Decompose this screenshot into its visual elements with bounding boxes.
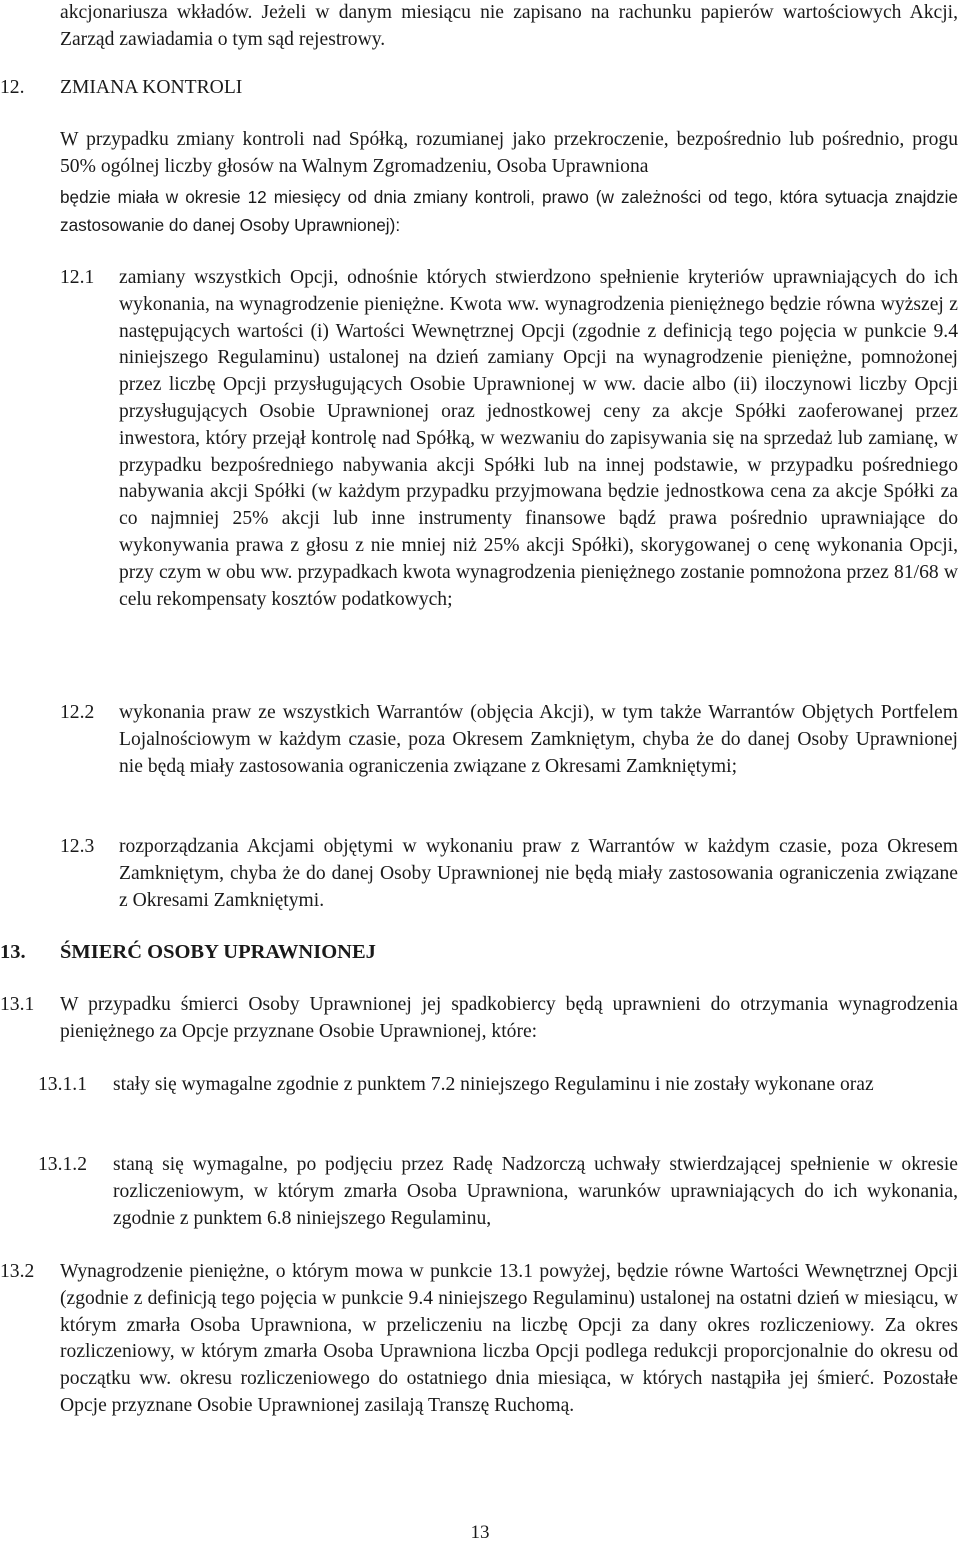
section-12-intro-part1: W przypadku zmiany kontroli nad Spółką, rozumianej jako przekroczenie, bezpośrednio lub pośrednio, progu 50% ogólnej liczby głosów na Walnym Zgromadzeniu, Osoba Uprawniona (60, 129, 958, 177)
page-number: 13 (470, 1522, 490, 1543)
section-12-number: 12. (0, 77, 25, 98)
item-12-2-text: wykonania praw ze wszystkich Warrantów (objęcia Akcji), w tym także Warrantów Objętych Portfelem Lojalnościowym w każdym czasie, poza Okresem Zamkniętym, chyba że do danej Osoby Uprawnionej nie będą miały zastosowania ograniczenia związane z Okresami Zamkniętymi; (119, 702, 958, 777)
section-13-title: ŚMIERĆ OSOBY UPRAWNIONEJ (60, 941, 376, 963)
section-12-intro-part2: będzie miała w okresie 12 miesięcy od dnia zmiany kontroli, prawo (w zależności od tego, która sytuacja znajdzie zastosowanie do danej Osoby Uprawnionej): (60, 187, 958, 235)
item-12-1-text: zamiany wszystkich Opcji, odnośnie których stwierdzono spełnienie kryteriów uprawniających do ich wykonania, na wynagrodzenie pieniężne. Kwota ww. wynagrodzenia pieniężnego będzie równa wyższej z następujących wartości (i) Wartości Wewnętrznej Opcji (zgodnie z definicją tego pojęcia w punkcie 9.4 niniejszego Regulaminu) ustalonej na dzień zamiany Opcji na wynagrodzenie pieniężne, pomnożonej przez liczbę Opcji przysługujących Osobie Uprawnionej w ww. dacie albo (ii) iloczynowi liczby Opcji przysługujących Osobie Uprawnionej oraz jednostkowej ceny za akcje Spółki zaoferowanej przez inwestora, który przejął kontrolę nad Spółką, w wezwaniu do zapisywania się na sprzedaż lub zamianę, w przypadku bezpośredniego nabywania akcji Spółki lub na innej podstawie, w przypadku pośredniego nabywania akcji Spółki (w każdym przypadku przyjmowana będzie jednostkowa cena za akcje Spółki za co najmniej 25% akcji lub inne instrumenty finansowe bądź prawa pośrednio uprawniające do wykonywania prawa z głosu z nie mniej niż 25% akcji Spółki), skorygowanej o cenę wykonania Opcji, przy czym w obu ww. przypadkach kwota wynagrodzenia pieniężnego zostanie pomnożona przez 81/68 w celu rekompensaty kosztów podatkowych; (119, 267, 958, 610)
section-12-title: ZMIANA KONTROLI (60, 77, 243, 98)
item-12-3-number: 12.3 (60, 836, 95, 857)
item-13-1-2-text: staną się wymagalne, po podjęciu przez Radę Nadzorczą uchwały stwierdzającej spełnienie w okresie rozliczeniowym, w którym zmarła Osoba Uprawniona, warunków uprawniających do ich wykonania, zgodnie z punktem 6.8 niniejszego Regulaminu, (113, 1154, 958, 1229)
item-13-1-1-number: 13.1.1 (38, 1074, 87, 1095)
item-13-1-1-text: stały się wymagalne zgodnie z punktem 7.2 niniejszego Regulaminu i nie zostały wykonane oraz (113, 1074, 874, 1095)
item-12-1-number: 12.1 (60, 267, 95, 288)
intro-paragraph: akcjonariusza wkładów. Jeżeli w danym miesiącu nie zapisano na rachunku papierów wartościowych Akcji, Zarząd zawiadamia o tym sąd rejestrowy. (60, 2, 958, 50)
item-12-3-text: rozporządzania Akcjami objętymi w wykonaniu praw z Warrantów w każdym czasie, poza Okresem Zamkniętym, chyba że do danej Osoby Uprawnionej nie będą miały zastosowania ograniczenia związane z Okresami Zamkniętymi. (119, 836, 958, 911)
item-13-2-text: Wynagrodzenie pieniężne, o którym mowa w punkcie 13.1 powyżej, będzie równe Wartości Wewnętrznej Opcji (zgodnie z definicją tego pojęcia w punkcie 9.4 niniejszego Regulaminu) ustalonej na ostatni dzień w miesiącu, w którym zmarła Osoba Uprawniona, w przeliczeniu na liczbę Opcji za dany okres rozliczeniowy. Za okres rozliczeniowy, w którym zmarła Osoba Uprawniona liczba Opcji podlega redukcji proporcjonalnie do okresu od początku ww. okresu rozliczeniowego do ostatniego dnia miesiąca, w których nastąpiła jej śmierć. Pozostałe Opcje przyznane Osobie Uprawnionej zasilają Transzę Ruchomą. (60, 1261, 958, 1416)
item-13-2-number: 13.2 (0, 1261, 35, 1282)
item-13-1-2-number: 13.1.2 (38, 1154, 87, 1175)
item-13-1-text: W przypadku śmierci Osoby Uprawnionej jej spadkobiercy będą uprawnieni do otrzymania wynagrodzenia pieniężnego za Opcje przyznane Osobie Uprawnionej, które: (60, 994, 958, 1042)
item-12-2-number: 12.2 (60, 702, 95, 723)
section-13-number: 13. (0, 941, 26, 963)
item-13-1-number: 13.1 (0, 994, 35, 1015)
